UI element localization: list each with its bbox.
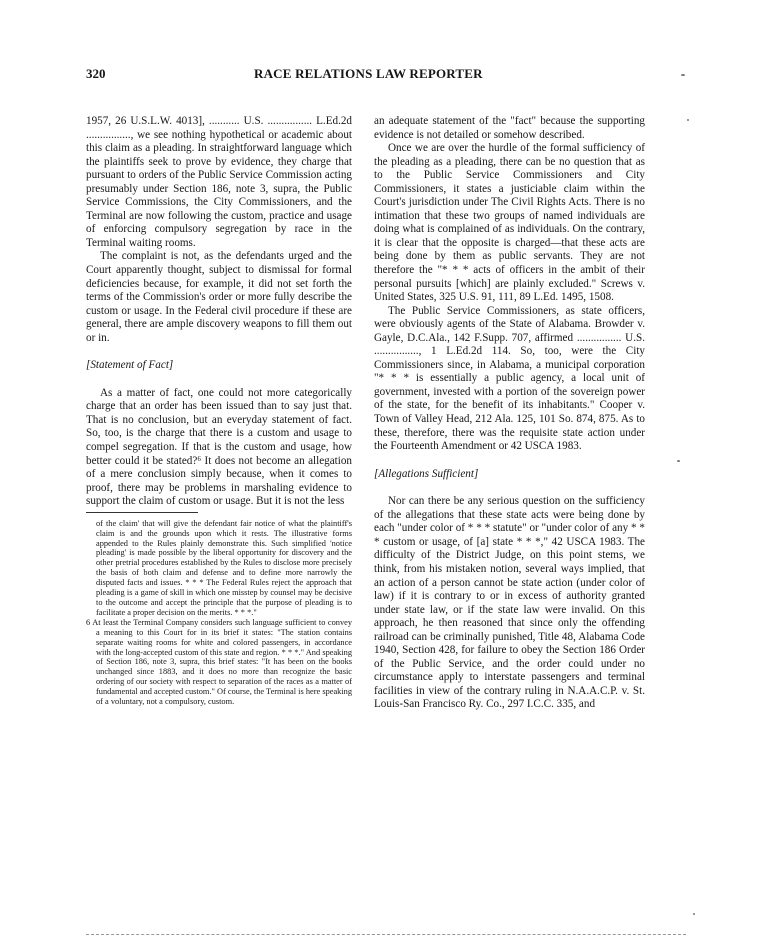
page-header	[86, 66, 676, 82]
left-paragraph-3: As a matter of fact, one could not more categorically charge that an order has been issued than to say just that. That is no conclusion, but an everyday statement of fact. So, too, is the charge that there is a custom and usage to compel segregation. If that is the custom and usage, how better could it be stated?⁶ It does not become an allegation of a mere conclusion simply because, when it comes to proof, there may be problems in marshaling evidence to support the claim of custom or usage. But it is not the less	[86, 386, 352, 508]
left-column	[86, 115, 352, 707]
section-heading-allegations-sufficient: [Allegations Sufficient]	[374, 467, 479, 480]
scan-speck	[681, 74, 685, 76]
footnote-6: 6 At least the Terminal Company considers such language sufficient to convey a meaning to this Court for in its brief it states: "The station contains separate waiting rooms for white and colored passengers, in accordance with the long-accepted custom of this state and region. * * *." And speaking of Section 186, note 3, supra, this brief states: "It has been on the books unchanged since 1883, and it does no more than recognize the basic ordering of our society with respect to separation of the races as a matter of fundamental and accepted custom." Of course, the Terminal is here speaking of a voluntary, not a compulsory, custom.	[86, 617, 352, 707]
right-paragraph-1: an adequate statement of the "fact" because the supporting evidence is not detailed or somehow described.	[374, 115, 645, 141]
footnotes	[86, 519, 352, 707]
left-paragraph-2: The complaint is not, as the defendants urged and the Court apparently thought, subject to dismissal for formal deficiencies because, for example, it did not set forth the terms of the Commission's order or more fully describe the custom or usage. In the Federal civil procedure if these are general, there are ample discovery weapons to fill them out or in.	[86, 250, 352, 344]
right-paragraph-4: Nor can there be any serious question on the sufficiency of the allegations that these state acts were being done by each "under color of * * * statute" or "under color of any * * * custom or usage, of [a] state * * *," 42 USCA 1983. The difficulty of the District Judge, on this point stems, we think, from his mistaken notion, several ways implied, that an action of a person cannot be state action (under color of law) if it is contrary to or in excess of authority granted under state law, or if the state law were invalid. On this approach, he then reasoned that since only the offending railroad can be criminally punished, Title 48, Alabama Code 1940, Section 428, for failure to obey the Section 186 Order of the Public Service, and the order could under no circumstance apply to interstate passengers and terminal facilities in view of the contrary ruling in N.A.A.C.P. v. St. Louis-San Francisco Ry. Co., 297 I.C.C. 335, and	[374, 495, 645, 711]
right-paragraph-2: Once we are over the hurdle of the formal sufficiency of the pleading as a pleading, there can be no question that as to the Public Service Commissioners and City Commissioners, it states a justiciable claim within the Court's jurisdiction under The Civil Rights Acts. There is no intimation that these two groups of named individuals are doing what is complained of as individuals. On the contrary, it is clear that the opposite is charged—that these acts are being done by them as public servants. They are not therefore the "* * * acts of officers in the ambit of their personal pursuits [which] are plainly excluded." Screws v. United States, 325 U.S. 91, 111, 89 L.Ed. 1495, 1508.	[374, 142, 645, 304]
page-number: 320	[86, 66, 106, 81]
left-paragraph-1: 1957, 26 U.S.L.W. 4013], ........... U.S. ................ L.Ed.2d ................, we see nothing hypothetical or academic about this claim as a pleading. In straightforward language which the plaintiffs seek to prove by evidence, they charge that pursuant to orders of the Public Service Commission acting presumably under Section 186, note 3, supra, the Public Service Commissions, the City Commissioners, and the Terminal are now following the custom, practice and usage of enforcing compulsory segregation by race in the Terminal waiting rooms.	[86, 115, 352, 249]
scan-edge-line	[86, 934, 686, 935]
scan-speck	[693, 913, 695, 915]
scan-speck	[677, 460, 680, 462]
footnote-divider	[86, 512, 198, 513]
right-paragraph-3: The Public Service Commissioners, as state officers, were obviously agents of the State of Alabama. Browder v. Gayle, D.C.Ala., 142 F.Supp. 707, affirmed ................ U.S. ................, 1 L.Ed.2d 114. So, too, were the City Commissioners since, in Alabama, a municipal corporation "* * * is essentially a public agency, a local unit of government, invested with a portion of the sovereign power of the state, for the benefit of its inhabitants." Cooper v. Town of Valley Head, 212 Ala. 125, 101 So. 874, 875. As to these, therefore, there was the requisite state action under the Fourteenth Amendment or 42 USCA 1983.	[374, 304, 645, 453]
footnote-continued: of the claim' that will give the defendant fair notice of what the plaintiff's claim is and the grounds upon which it rests. The illustrative forms appended to the Rules plainly demonstrate this. Such simplified 'notice pleading' is made possible by the liberal opportunity for discovery and the other pretrial procedures established by the Rules to disclose more precisely the basis of both claim and defense and to define more narrowly the disputed facts and issues. * * * The Federal Rules reject the approach that pleading is a game of skill in which one misstep by counsel may be decisive to the outcome and accept the principle that the purpose of pleading is to facilitate a proper decision on the merits. * * *."	[96, 518, 352, 617]
right-column	[374, 115, 645, 712]
running-head: RACE RELATIONS LAW REPORTER	[254, 66, 483, 81]
section-heading-statement-of-fact: [Statement of Fact]	[86, 359, 174, 372]
scan-speck	[687, 119, 689, 121]
